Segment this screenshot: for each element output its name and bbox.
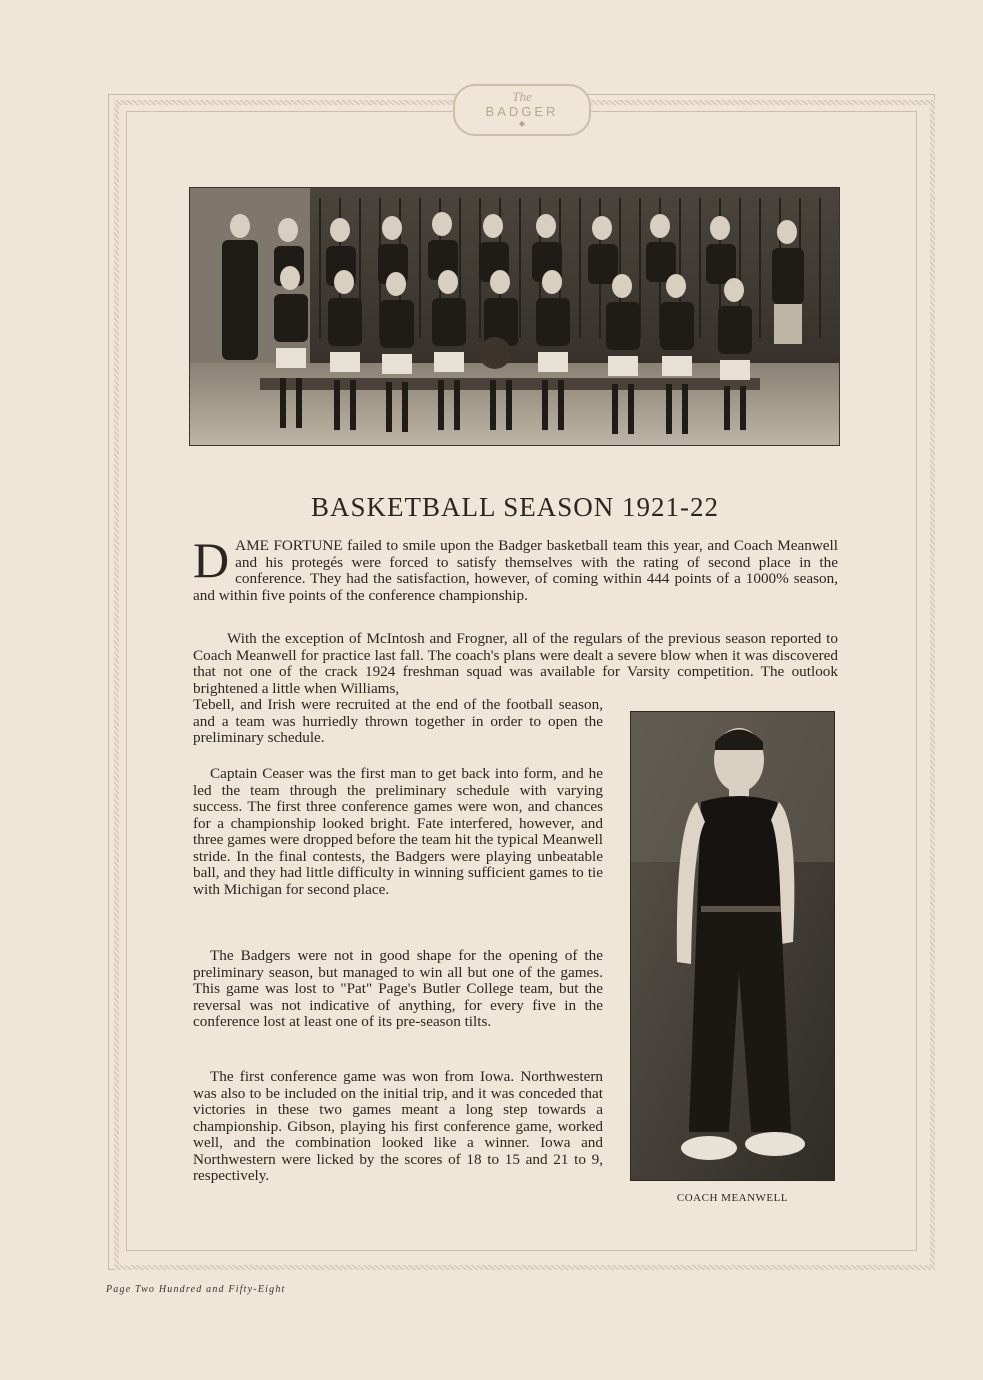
team-photo-image bbox=[190, 188, 840, 446]
coach-photo bbox=[630, 711, 835, 1181]
paragraph-2-continued: Tebell, and Irish were recruited at the end of the football season, and a team was hurriedly thrown together in order to open the preliminary schedule. bbox=[193, 696, 603, 746]
article-title: BASKETBALL SEASON 1921-22 bbox=[310, 492, 719, 522]
badger-logo bbox=[453, 84, 591, 136]
page-number: Page Two Hundred and Fifty-Eight bbox=[106, 1284, 286, 1295]
paragraph-1-text: AME FORTUNE failed to smile upon the Badger basketball team this year, and Coach Meanwell and his protegés were forced to satisfy themselves with the rating of second place in the conference. They had the satisfaction, however, of coming within 444 points of a 1000% season, and within five points of the conference championship. bbox=[193, 537, 838, 604]
paragraph-2: With the exception of McIntosh and Frogner, all of the regulars of the previous season reported to Coach Meanwell for practice last fall. The coach's plans were dealt a severe blow when it was discovered that not one of the crack 1924 freshman squad was available for Varsity competition. The outlook brightened a little when Williams, bbox=[193, 630, 838, 697]
coach-photo-caption: COACH MEANWELL bbox=[676, 1192, 789, 1204]
paragraph-5: The first conference game was won from Iowa. Northwestern was also to be included on the initial trip, and it was conceded that victories in these two games meant a long step towards a championship. Gibson, playing his first conference game, worked well, and the combination looked like a winner. Iowa and Northwestern were licked by the scores of 18 to 15 and 21 to 9, respectively. bbox=[193, 1068, 603, 1184]
coach-photo-image bbox=[631, 712, 835, 1181]
logo-badger-text: BADGER bbox=[485, 104, 559, 119]
paragraph-3: Captain Ceaser was the first man to get back into form, and he led the team through the preliminary schedule with varying success. The first three conference games were won, and chances for a championship looked bright. Fate interfered, however, and three games were dropped before the team hit the typical Meanwell stride. In the final contests, the Badgers were playing unbeatable ball, and they had little difficulty in winning sufficient games to tie with Michigan for second place. bbox=[193, 765, 603, 898]
drop-cap: D bbox=[193, 532, 230, 588]
team-photo bbox=[189, 187, 840, 446]
logo-ornament-icon: ◆ bbox=[518, 119, 526, 128]
logo-the-text: The bbox=[512, 89, 532, 104]
paragraph-1 bbox=[193, 532, 838, 604]
paragraph-4: The Badgers were not in good shape for the opening of the preliminary season, but managed to win all but one of the games. This game was lost to "Pat" Page's Butler College team, but the reversal was not indicative of anything, for every five in the conference lost at least one of its pre-season tilts. bbox=[193, 947, 603, 1030]
